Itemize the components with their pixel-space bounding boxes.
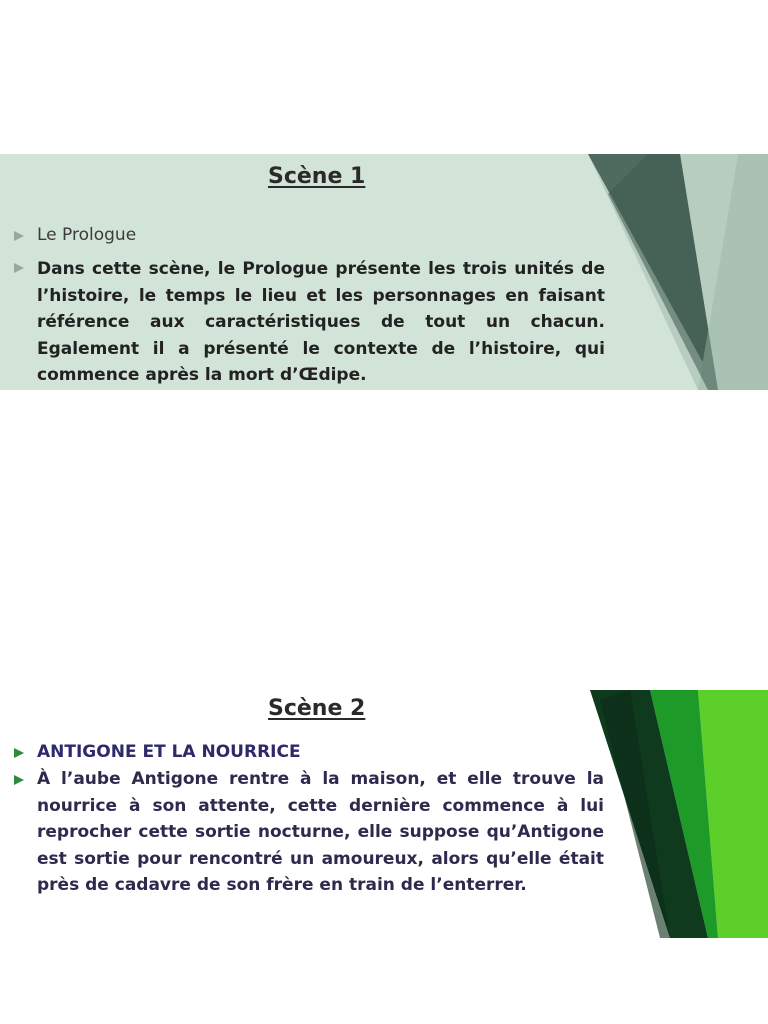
slide-2-title: Scène 2 [268,696,366,721]
slide-scene-2 [0,690,768,938]
slide-1-body-text: Dans cette scène, le Prologue présente les trois unités de l’histoire, le temps le lieu et les personnages en faisant référence aux caractéristiques de tout un chacun. Egalement il a présenté le contexte de l’histoire, qui commence après la mort d’Œdipe. [37,259,605,385]
slide-2-bullet-arrow-icon [14,748,24,758]
slide-1-title: Scène 1 [268,164,366,189]
slide-2-bullet-arrow-icon [14,775,24,785]
slide-1-decoration [588,154,768,390]
slide-2-decoration [590,690,768,938]
slide-2-body-text: À l’aube Antigone rentre à la maison, et elle trouve la nourrice à son attente, cette dernière commence à lui reprocher cette sortie nocturne, elle suppose qu’Antigone est sortie pour rencontré un amoureux, alors qu’elle était près de cadavre de son frère en train de l’enterrer. [37,769,604,895]
slide-1-bullet-arrow-icon [14,263,24,273]
slide-2-heading: ANTIGONE ET LA NOURRICE [37,742,301,762]
slide-1-bullet-arrow-icon [14,231,24,241]
slide-scene-1 [0,154,768,390]
slide-1-heading: Le Prologue [37,225,137,245]
